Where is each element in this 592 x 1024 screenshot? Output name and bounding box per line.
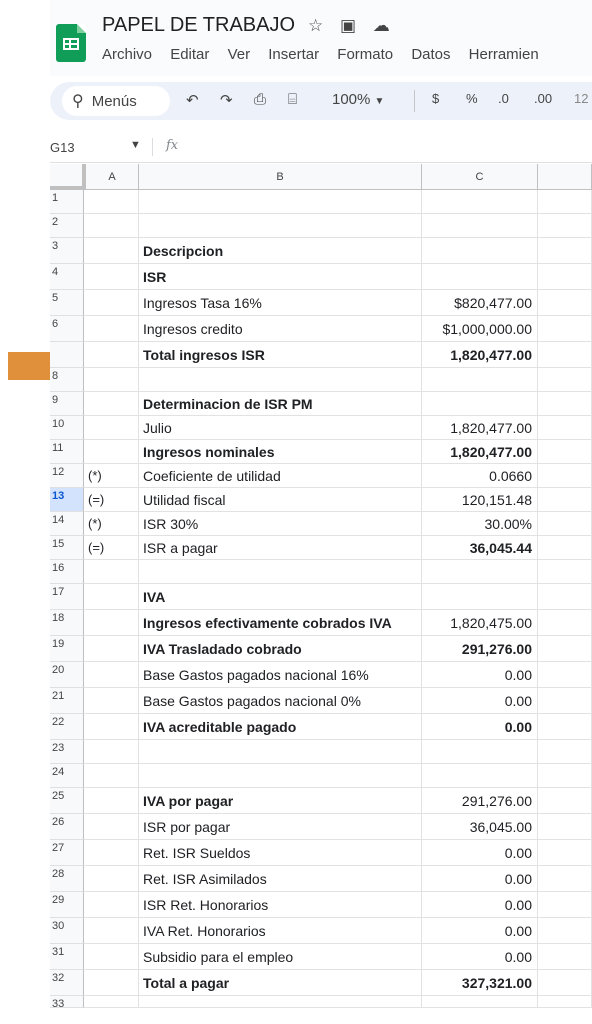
cell-d[interactable] <box>538 892 592 918</box>
cell-c[interactable]: 0.00 <box>422 662 538 688</box>
table-row <box>50 290 592 316</box>
cell-b[interactable]: Base Gastos pagados nacional 0% <box>139 688 422 714</box>
menu-datos[interactable]: Datos <box>411 46 451 63</box>
cell-b[interactable]: ISR 30% <box>139 512 422 536</box>
cell-c[interactable] <box>422 190 538 214</box>
cell-d[interactable] <box>538 316 592 342</box>
table-row <box>50 464 592 488</box>
row-header[interactable]: 32 <box>50 970 84 996</box>
fx-icon: fx <box>166 138 179 153</box>
cell-b[interactable] <box>139 740 422 764</box>
row-header[interactable]: 30 <box>50 918 84 944</box>
more-formats-button[interactable]: 12 <box>574 91 589 106</box>
cell-a[interactable] <box>84 610 139 636</box>
cell-a[interactable] <box>84 714 139 740</box>
cell-b[interactable] <box>139 214 422 238</box>
cell-c[interactable]: 0.00 <box>422 892 538 918</box>
row-header[interactable]: 25 <box>50 788 84 814</box>
menu-ver[interactable]: Ver <box>227 46 251 63</box>
cell-b[interactable]: Base Gastos pagados nacional 16% <box>139 662 422 688</box>
redo-icon[interactable]: ↷ <box>220 92 233 109</box>
table-row <box>50 190 592 214</box>
row-header[interactable]: 6 <box>50 316 84 342</box>
move-folder-icon[interactable]: ▣ <box>339 16 357 35</box>
cell-a[interactable] <box>84 764 139 788</box>
search-menus-label: Menús <box>91 92 137 110</box>
cell-d[interactable] <box>538 488 592 512</box>
row-header[interactable]: 5 <box>50 290 84 316</box>
currency-format-button[interactable]: $ <box>432 91 440 106</box>
cell-a[interactable] <box>84 636 139 662</box>
toolbar-divider <box>414 90 415 112</box>
table-row <box>50 662 592 688</box>
cell-b[interactable]: Ingresos credito <box>139 316 422 342</box>
formula-divider <box>152 138 153 156</box>
cell-c[interactable]: 291,276.00 <box>422 788 538 814</box>
cell-a[interactable] <box>84 190 139 214</box>
cell-a[interactable] <box>84 996 139 1008</box>
menu-bar <box>102 46 553 63</box>
cell-c[interactable] <box>422 392 538 416</box>
chevron-down-icon: ▼ <box>374 96 385 107</box>
row-header[interactable]: 28 <box>50 866 84 892</box>
cell-a[interactable] <box>84 688 139 714</box>
cell-a[interactable] <box>84 788 139 814</box>
row-header[interactable]: 10 <box>50 416 84 440</box>
cell-b[interactable]: Determinacion de ISR PM <box>139 392 422 416</box>
row-header[interactable]: 18 <box>50 610 84 636</box>
cell-c[interactable]: 1,820,477.00 <box>422 440 538 464</box>
cell-a[interactable] <box>84 264 139 290</box>
cell-c[interactable] <box>422 560 538 584</box>
cell-c[interactable]: 120,151.48 <box>422 488 538 512</box>
cell-d[interactable] <box>538 214 592 238</box>
cell-d[interactable] <box>538 392 592 416</box>
cell-d[interactable] <box>538 688 592 714</box>
print-icon[interactable]: ⎙ <box>254 91 267 108</box>
cell-c[interactable]: 0.00 <box>422 714 538 740</box>
cell-d[interactable] <box>538 970 592 996</box>
table-row <box>50 368 592 392</box>
cell-c[interactable]: 327,321.00 <box>422 970 538 996</box>
table-row <box>50 342 592 368</box>
menu-archivo[interactable]: Archivo <box>102 46 153 63</box>
table-row <box>50 944 592 970</box>
cell-a[interactable] <box>84 740 139 764</box>
cell-b[interactable]: IVA <box>139 584 422 610</box>
cell-a[interactable]: (*) <box>84 512 139 536</box>
table-row <box>50 688 592 714</box>
cell-c[interactable] <box>422 996 538 1008</box>
cell-b[interactable]: Utilidad fiscal <box>139 488 422 512</box>
cell-d[interactable] <box>538 440 592 464</box>
cell-b[interactable]: ISR por pagar <box>139 814 422 840</box>
table-row <box>50 488 592 512</box>
cell-a[interactable] <box>84 238 139 264</box>
row-header[interactable] <box>50 342 84 368</box>
cell-c[interactable]: $1,000,000.00 <box>422 316 538 342</box>
cell-b[interactable]: ISR a pagar <box>139 536 422 560</box>
cell-a[interactable] <box>84 814 139 840</box>
cell-d[interactable] <box>538 238 592 264</box>
cell-a[interactable]: (=) <box>84 536 139 560</box>
cell-b[interactable] <box>139 368 422 392</box>
row-header[interactable]: 11 <box>50 440 84 464</box>
row-header[interactable]: 9 <box>50 392 84 416</box>
table-row <box>50 714 592 740</box>
row-header[interactable]: 21 <box>50 688 84 714</box>
spreadsheet-window <box>50 0 592 1024</box>
cell-d[interactable] <box>538 636 592 662</box>
star-icon[interactable]: ☆ <box>308 16 324 35</box>
cell-b[interactable] <box>139 560 422 584</box>
cell-d[interactable] <box>538 866 592 892</box>
cell-d[interactable] <box>538 512 592 536</box>
table-row <box>50 238 592 264</box>
cell-c[interactable]: 36,045.44 <box>422 536 538 560</box>
cell-a[interactable] <box>84 662 139 688</box>
cell-a[interactable] <box>84 892 139 918</box>
cell-b[interactable]: IVA por pagar <box>139 788 422 814</box>
table-row <box>50 764 592 788</box>
table-row <box>50 970 592 996</box>
cell-a[interactable] <box>84 290 139 316</box>
zoom-select[interactable] <box>332 91 384 108</box>
row-header[interactable]: 17 <box>50 584 84 610</box>
cell-b[interactable]: Total a pagar <box>139 970 422 996</box>
row-header[interactable]: 20 <box>50 662 84 688</box>
cell-a[interactable] <box>84 970 139 996</box>
cell-b[interactable]: Ret. ISR Asimilados <box>139 866 422 892</box>
row-header[interactable]: 29 <box>50 892 84 918</box>
cell-a[interactable] <box>84 342 139 368</box>
table-row <box>50 918 592 944</box>
table-row <box>50 512 592 536</box>
cell-a[interactable] <box>84 560 139 584</box>
table-row <box>50 584 592 610</box>
cell-b[interactable]: IVA Trasladado cobrado <box>139 636 422 662</box>
column-header-a[interactable]: A <box>86 164 139 190</box>
table-row <box>50 788 592 814</box>
paint-format-icon[interactable]: ⌸ <box>288 91 298 108</box>
cell-d[interactable] <box>538 788 592 814</box>
document-title[interactable]: PAPEL DE TRABAJO <box>102 14 296 36</box>
cell-c[interactable] <box>422 368 538 392</box>
menu-formato[interactable]: Formato <box>337 46 394 63</box>
row-header[interactable]: 12 <box>50 464 84 488</box>
cell-d[interactable] <box>538 560 592 584</box>
cell-d[interactable] <box>538 584 592 610</box>
column-header-c[interactable]: C <box>422 164 538 190</box>
table-row <box>50 392 592 416</box>
cell-d[interactable] <box>538 740 592 764</box>
select-all-corner[interactable] <box>50 164 86 190</box>
row-header[interactable]: 23 <box>50 740 84 764</box>
cell-d[interactable] <box>538 190 592 214</box>
cloud-status-icon[interactable]: ☁ <box>372 16 390 35</box>
cell-c[interactable]: 0.00 <box>422 688 538 714</box>
table-row <box>50 536 592 560</box>
table-row <box>50 264 592 290</box>
cell-a[interactable] <box>84 214 139 238</box>
name-box[interactable]: G13 <box>50 140 75 155</box>
cell-c[interactable]: 1,820,477.00 <box>422 342 538 368</box>
cell-a[interactable]: (=) <box>84 488 139 512</box>
cell-a[interactable] <box>84 440 139 464</box>
increase-decimal-button[interactable]: .00 <box>534 91 553 106</box>
search-icon: ⚲ <box>72 93 84 110</box>
cell-b[interactable]: Descripcion <box>139 238 422 264</box>
cell-a[interactable] <box>84 866 139 892</box>
cell-c[interactable]: 1,820,477.00 <box>422 416 538 440</box>
cell-a[interactable] <box>84 840 139 866</box>
row-header[interactable]: 15 <box>50 536 84 560</box>
cell-b[interactable]: IVA Ret. Honorarios <box>139 918 422 944</box>
row-header[interactable]: 2 <box>50 214 84 238</box>
cell-d[interactable] <box>538 368 592 392</box>
cell-a[interactable] <box>84 918 139 944</box>
cell-b[interactable]: Total ingresos ISR <box>139 342 422 368</box>
cell-b[interactable] <box>139 996 422 1008</box>
cell-d[interactable] <box>538 840 592 866</box>
row-header[interactable]: 8 <box>50 368 84 392</box>
row-header[interactable]: 13 <box>50 488 84 512</box>
cell-b[interactable]: Julio <box>139 416 422 440</box>
table-row <box>50 840 592 866</box>
cell-b[interactable]: Subsidio para el empleo <box>139 944 422 970</box>
row-header[interactable]: 24 <box>50 764 84 788</box>
cell-c[interactable] <box>422 764 538 788</box>
cell-a[interactable] <box>84 944 139 970</box>
toolbar <box>50 82 592 120</box>
cell-d[interactable] <box>538 536 592 560</box>
cell-c[interactable]: 0.00 <box>422 840 538 866</box>
menu-insertar[interactable]: Insertar <box>268 46 320 63</box>
table-row <box>50 214 592 238</box>
cell-c[interactable]: 0.00 <box>422 918 538 944</box>
cell-a[interactable] <box>84 416 139 440</box>
cell-b[interactable]: Coeficiente de utilidad <box>139 464 422 488</box>
cell-d[interactable] <box>538 814 592 840</box>
table-row <box>50 866 592 892</box>
table-row <box>50 440 592 464</box>
cell-b[interactable]: Ingresos efectivamente cobrados IVA <box>139 610 422 636</box>
cell-c[interactable] <box>422 264 538 290</box>
row-header[interactable]: 31 <box>50 944 84 970</box>
column-header-d[interactable] <box>538 164 592 190</box>
cell-a[interactable] <box>84 392 139 416</box>
row-header[interactable]: 19 <box>50 636 84 662</box>
cell-d[interactable] <box>538 996 592 1008</box>
row-header[interactable]: 4 <box>50 264 84 290</box>
table-row <box>50 636 592 662</box>
cell-d[interactable] <box>538 290 592 316</box>
row-header[interactable]: 14 <box>50 512 84 536</box>
table-row <box>50 610 592 636</box>
table-row <box>50 416 592 440</box>
zoom-value: 100% <box>332 91 371 108</box>
cell-c[interactable]: 0.0660 <box>422 464 538 488</box>
cell-b[interactable] <box>139 190 422 214</box>
formula-bar <box>50 132 592 163</box>
cell-c[interactable]: 291,276.00 <box>422 636 538 662</box>
table-row <box>50 316 592 342</box>
row-header[interactable]: 1 <box>50 190 84 214</box>
cell-c[interactable] <box>422 584 538 610</box>
cell-c[interactable]: 1,820,475.00 <box>422 610 538 636</box>
title-bar <box>50 0 592 76</box>
cell-a[interactable]: (*) <box>84 464 139 488</box>
sheets-logo-icon[interactable] <box>56 24 86 62</box>
table-row <box>50 560 592 584</box>
menu-herramientas[interactable]: Herramien <box>468 46 539 63</box>
row-header[interactable]: 3 <box>50 238 84 264</box>
cell-a[interactable] <box>84 316 139 342</box>
row-header[interactable]: 26 <box>50 814 84 840</box>
cell-d[interactable] <box>538 764 592 788</box>
menu-editar[interactable]: Editar <box>170 46 210 63</box>
cell-c[interactable]: 0.00 <box>422 866 538 892</box>
row-header[interactable]: 33 <box>50 996 84 1008</box>
cell-b[interactable] <box>139 764 422 788</box>
cell-b[interactable]: IVA acreditable pagado <box>139 714 422 740</box>
cell-c[interactable] <box>422 238 538 264</box>
cell-d[interactable] <box>538 944 592 970</box>
cell-b[interactable]: ISR <box>139 264 422 290</box>
row-header[interactable]: 16 <box>50 560 84 584</box>
cell-c[interactable]: 36,045.00 <box>422 814 538 840</box>
cell-d[interactable] <box>538 416 592 440</box>
name-box-dropdown-icon[interactable]: ▼ <box>130 139 141 151</box>
row-header[interactable]: 27 <box>50 840 84 866</box>
decrease-decimal-button[interactable]: .0 <box>498 91 509 106</box>
table-row <box>50 996 592 1008</box>
cell-d[interactable] <box>538 662 592 688</box>
cell-a[interactable] <box>84 584 139 610</box>
cell-d[interactable] <box>538 264 592 290</box>
cell-d[interactable] <box>538 464 592 488</box>
cell-d[interactable] <box>538 610 592 636</box>
cell-d[interactable] <box>538 918 592 944</box>
cell-b[interactable]: Ret. ISR Sueldos <box>139 840 422 866</box>
cell-c[interactable] <box>422 214 538 238</box>
table-row <box>50 740 592 764</box>
cell-c[interactable]: $820,477.00 <box>422 290 538 316</box>
undo-icon[interactable]: ↶ <box>186 92 199 109</box>
cell-c[interactable]: 30.00% <box>422 512 538 536</box>
cell-b[interactable]: Ingresos Tasa 16% <box>139 290 422 316</box>
column-header-b[interactable]: B <box>139 164 422 190</box>
cell-a[interactable] <box>84 368 139 392</box>
cell-b[interactable]: ISR Ret. Honorarios <box>139 892 422 918</box>
table-row <box>50 814 592 840</box>
table-row <box>50 892 592 918</box>
percent-format-button[interactable]: % <box>466 91 478 106</box>
cell-b[interactable]: Ingresos nominales <box>139 440 422 464</box>
cell-d[interactable] <box>538 342 592 368</box>
cell-c[interactable] <box>422 740 538 764</box>
cell-c[interactable]: 0.00 <box>422 944 538 970</box>
search-menus-button[interactable] <box>62 86 170 116</box>
cell-d[interactable] <box>538 714 592 740</box>
row-header[interactable]: 22 <box>50 714 84 740</box>
